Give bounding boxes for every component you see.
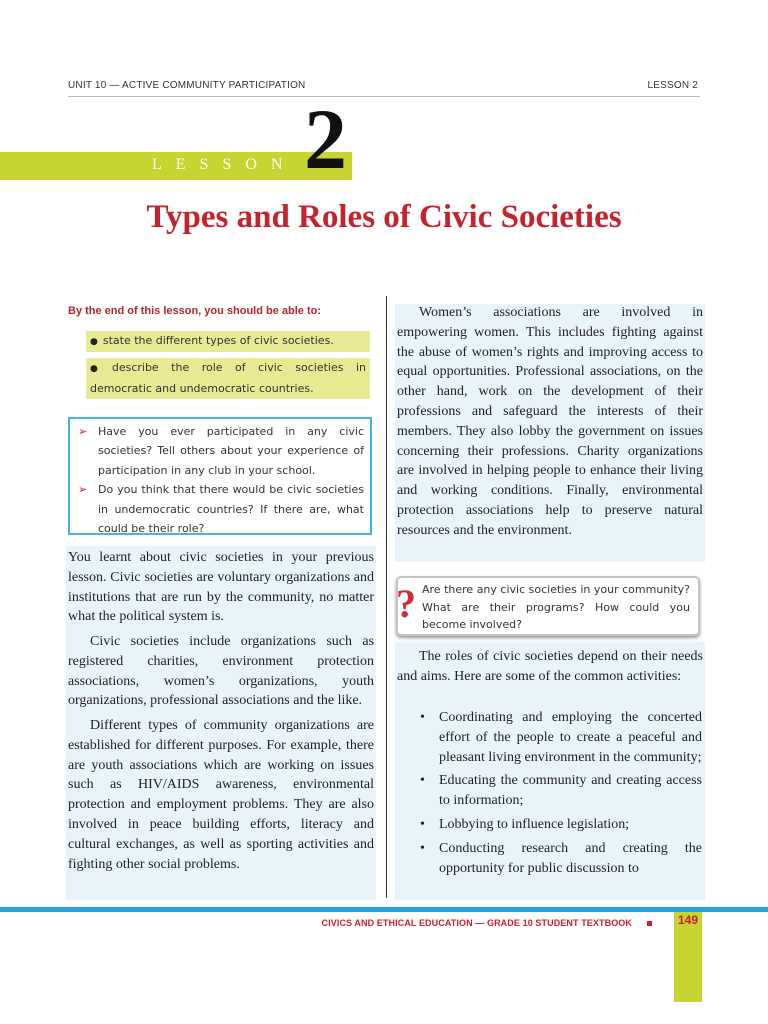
lesson-title: Types and Roles of Civic Societies <box>146 199 622 235</box>
discussion-box <box>396 576 700 636</box>
lesson-number: 2 <box>304 91 347 187</box>
starter-question: ➢ Have you ever participated in any civic societies? Tell others about your experience of participation in any club in your school. <box>78 422 364 480</box>
body-paragraph: Different types of community organizations are established for different purposes. For example, there are youth associations which are working on issues such as HIV/AIDS awareness, environmental protection and employment problems. They are also involved in peace building efforts, literacy and cultural exchanges, as well as sporting activities and fighting other social problems. <box>68 718 374 872</box>
running-header-lesson: LESSON 2 <box>647 80 698 91</box>
discussion-question: Are there any civic societies in your community? What are their programs? How could you become involved? <box>422 583 690 631</box>
objective-item: ● describe the role of civic societies in democratic and undemocratic countries. <box>86 358 370 399</box>
running-header-unit: UNIT 10 — ACTIVE COMMUNITY PARTICIPATION <box>68 80 306 91</box>
starter-question: ➢ Do you think that there would be civic societies in undemocratic countries? If there are, what could be their role? <box>78 480 364 538</box>
roles-list <box>420 708 702 882</box>
body-paragraph: Civic societies include organizations such as registered charities, environment protection associations, women’s organizations, youth organizations, professional associations and the like. <box>68 634 374 709</box>
list-item: • Educating the community and creating access to information; <box>420 771 702 811</box>
body-paragraph: You learnt about civic societies in your previous lesson. Civic societies are voluntary organizations and institutions that are run by the community, no matter what the political system is. <box>68 550 374 625</box>
lesson-banner-word: LESSON <box>152 156 297 173</box>
footer-square-icon <box>647 921 652 926</box>
list-item: • Lobbying to influence legislation; <box>420 815 702 835</box>
body-paragraph: The roles of civic societies depend on their needs and aims. Here are some of the common activities: <box>397 649 703 684</box>
list-item: • Conducting research and creating the opportunity for public discussion to <box>420 839 702 879</box>
body-paragraph: Women’s associations are involved in empowering women. This includes fighting against the abuse of women’s rights and improving access to equal opportunities. Professional associations, on the other hand, work on the development of their professions and safeguard the interests of their members. They also lobby the government on issues concerning their professions. Charity organizations are involved in helping people to enhance their living and working conditions. Finally, environmental protection associations help to preserve natural resources and the environment. <box>397 305 703 538</box>
column-divider <box>386 296 387 898</box>
objective-item: ● state the different types of civic societies. <box>86 331 370 352</box>
footer-rule <box>0 907 768 912</box>
page-number: 149 <box>677 913 699 927</box>
starter-questions-box <box>68 417 372 535</box>
header-divider <box>68 96 700 97</box>
objectives-heading: By the end of this lesson, you should be able to: <box>68 305 322 317</box>
footer-book-title: CIVICS AND ETHICAL EDUCATION — GRADE 10 STUDENT TEXTBOOK <box>321 918 632 928</box>
question-mark-icon: ? <box>396 581 416 626</box>
list-item: • Coordinating and employing the concerted effort of the people to create a peaceful and pleasant living environment in the community; <box>420 708 702 767</box>
